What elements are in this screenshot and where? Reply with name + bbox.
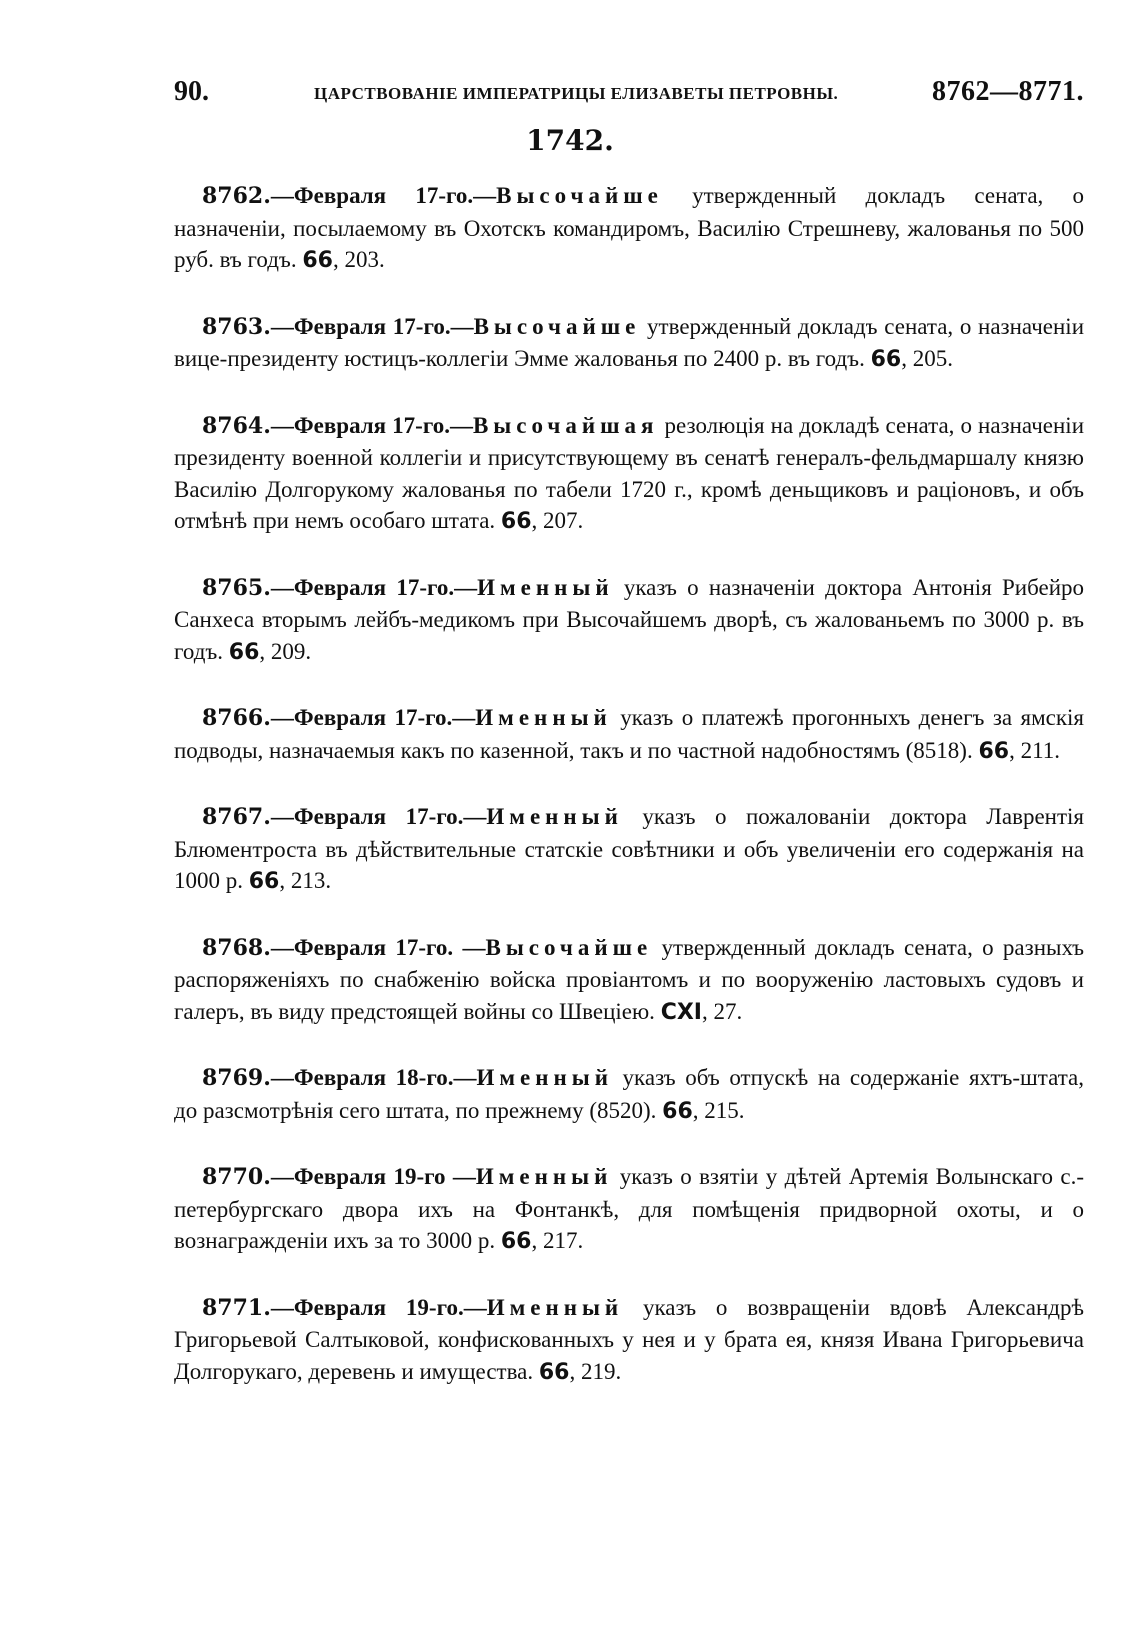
entry-kind: Именный (475, 1164, 613, 1189)
running-title: ЦАРСТВОВАНІЕ ИМПЕРАТРИЦЫ ЕЛИЗАВЕТЫ ПЕТРОВНЫ. (314, 84, 839, 103)
entry-number: 8762. (202, 183, 271, 209)
entry-number: 8767. (202, 804, 271, 830)
entry-volume: 66 (870, 347, 902, 372)
entry-number: 8769. (202, 1065, 271, 1091)
entry (174, 1161, 1084, 1258)
entry-kind: Именный (476, 1065, 613, 1090)
entry-text: указъ о возвращеніи вдовѣ Александрѣ Григорьевой Салтыковой, конфискованныхъ у нея и у брата ея, князя Ивана Григорьевича Долгорукаго, деревень и имущества. (174, 1294, 1084, 1384)
entry-page: , 215. (692, 1097, 745, 1123)
entry-page: , 213. (279, 868, 332, 893)
entry (174, 572, 1084, 669)
entry-page: , 209. (259, 638, 312, 664)
entry-volume: 66 (248, 869, 280, 894)
entry-range: 8762—8771. (932, 76, 1084, 107)
year-heading: 1742. (526, 124, 614, 157)
entry-text: утвержденный докладъ сената, о назначеніи, посылаемому въ Охотскъ командиромъ, Василію Стрешневу, жалованья по 500 руб. въ годъ. (174, 183, 1084, 272)
entry-volume: 66 (978, 738, 1010, 764)
entry-text: утвержденный докладъ сената, о разныхъ распоряженіяхъ по снабженію войска провіантомъ и по вооруженію ластовыхъ судовъ и галеръ, въ виду предстоящей войны со Швеціею. (174, 934, 1085, 1024)
entry-page: , 219. (569, 1358, 622, 1384)
entry (174, 932, 1084, 1029)
entry-page: , 207. (531, 508, 584, 533)
entry (174, 410, 1084, 538)
entry-text: резолюція на докладѣ сената, о назначеніи президенту военной коллегіи и присутствующему въ сенатѣ генералъ-фельдмаршалу князю Василію Долгорукому жалованья по табели 1720 г., кромѣ деньщиковъ и раціоновъ, и объ отмѣнѣ при немъ особаго штата. (174, 412, 1084, 533)
entry-number: 8765. (202, 574, 271, 601)
entry-text: указъ о платежѣ прогонныхъ денегъ за ямскія подводы, назначаемыя какъ по казенной, такъ и по частной надобностямъ (8518). (174, 705, 1085, 763)
entry-text: указъ о пожалованіи доктора Лаврентія Блюментроста въ дѣйствительные статскіе совѣтники и объ увеличеніи его содержанія на 1000 р. (174, 804, 1084, 893)
entry-number: 8770. (202, 1164, 271, 1190)
entry-date: —Февраля 19-го — (270, 1164, 476, 1189)
entry-volume: 66 (662, 1098, 693, 1124)
entry-date: —Февраля 17-го.— (270, 574, 478, 600)
entry (174, 180, 1084, 277)
entry-text: утвержденный докладъ сената, о назначеніи вице-президенту юстицъ-коллегіи Эмме жалованья по 2400 р. въ годъ. (174, 313, 1085, 371)
entry-date: —Февраля 17-го. — (270, 934, 486, 960)
entries-list (174, 180, 1084, 1388)
entry-kind: Именный (477, 574, 614, 600)
entry-date: —Февраля 17-го.— (270, 183, 497, 208)
entry-number: 8763. (202, 313, 271, 340)
page-header (174, 76, 1084, 116)
entry-page: , 205. (901, 346, 953, 371)
entry-volume: 66 (302, 248, 333, 273)
page-number: 90. (174, 76, 209, 107)
entry-date: —Февраля 17-го.— (270, 705, 476, 730)
entry-volume: 66 (500, 509, 532, 534)
entry-page: , 203. (332, 247, 385, 272)
entry-kind: Именный (486, 1294, 624, 1320)
entry (174, 702, 1084, 767)
entry-kind: Именный (475, 705, 612, 730)
entry-date: —Февраля 19-го.— (270, 1294, 487, 1320)
entry (174, 1062, 1084, 1127)
entry-volume: 66 (228, 639, 260, 665)
entry-volume: 66 (500, 1229, 532, 1254)
entry-number: 8771. (202, 1294, 271, 1321)
entry-text: указъ о взятіи у дѣтей Артемія Волынскаго с.-петербургскаго двора ихъ на Фонтанкѣ, для помѣщенія придворной охоты, и о вознагражденіи ихъ за то 3000 р. (174, 1164, 1085, 1253)
entry-date: —Февраля 18-го.— (270, 1065, 477, 1090)
entry-number: 8768. (202, 934, 271, 961)
entry-text: указъ о назначеніи доктора Антонія Рибейро Санхеса вторымъ лейбъ-медикомъ при Высочайшемъ дворѣ, съ жалованьемъ по 3000 р. въ годъ. (174, 574, 1085, 664)
entry-page: , 217. (531, 1228, 584, 1253)
entry-kind: Высочайше (485, 934, 653, 960)
entry-number: 8764. (202, 412, 271, 439)
entry-number: 8766. (202, 705, 271, 731)
entry-page: , 211. (1009, 737, 1060, 763)
entry-kind: Высочайше (473, 313, 641, 339)
entry-volume: CXI (660, 999, 702, 1025)
entry (174, 1292, 1084, 1389)
entry-kind: Высочайшая (472, 412, 659, 438)
entry-date: —Февраля 17-го.— (270, 804, 487, 829)
entry-page: , 27. (701, 998, 743, 1024)
entry-kind: Именный (486, 804, 623, 829)
entry-volume: 66 (538, 1359, 570, 1385)
entry-text: указъ объ отпускѣ на содержаніе яхтъ-штата, до разсмотрѣнія сего штата, по прежнему (8520). (174, 1065, 1084, 1123)
entry-date: —Февраля 17-го.— (270, 412, 473, 438)
entry (174, 801, 1084, 898)
entry-kind: Высочайше (496, 183, 663, 208)
entry (174, 311, 1084, 376)
entry-date: —Февраля 17-го.— (270, 313, 474, 339)
